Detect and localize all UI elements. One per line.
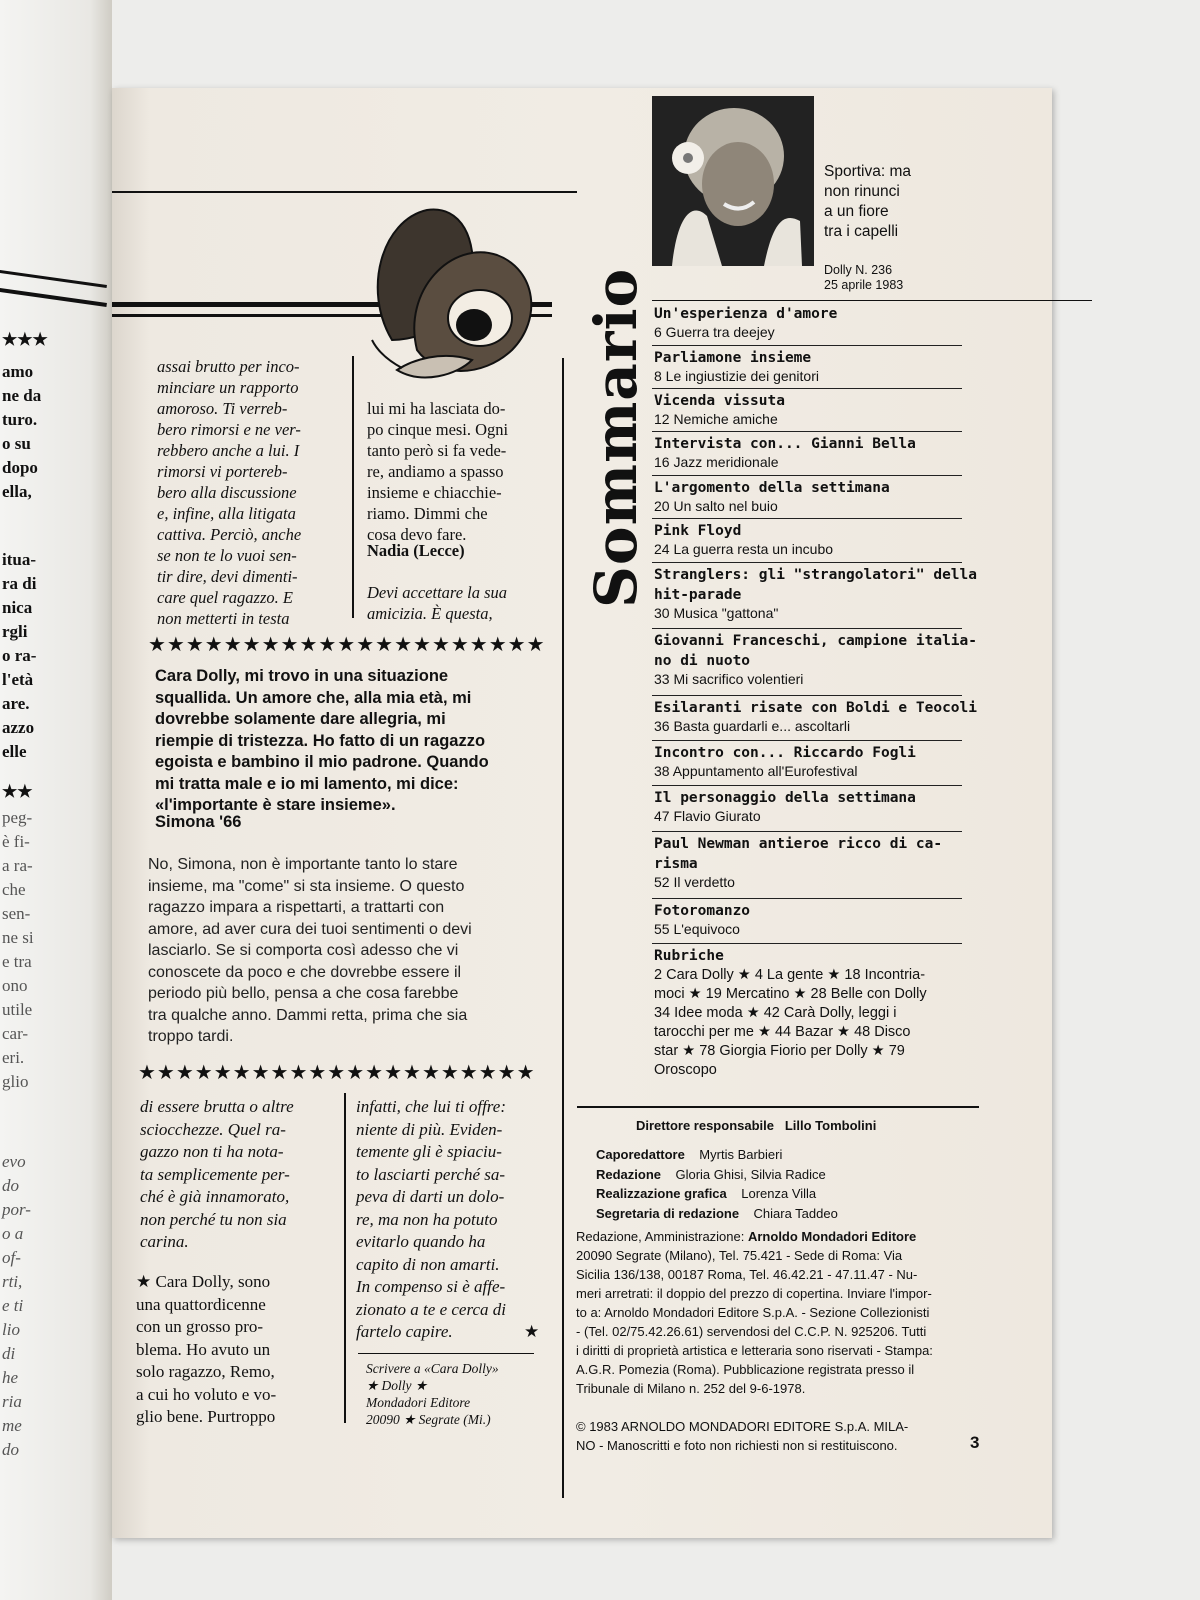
toc-rule [652,943,962,944]
left-page-fragment: he [2,1368,19,1387]
imprint-line: Sicilia 136/138, 00187 Roma, Tel. 46.42.21 - 47.11.47 - Nu- [576,1267,918,1282]
toc-entry[interactable] [654,565,1094,622]
bottom-column-1-reply-line: di essere brutta o altre [140,1097,294,1116]
left-page-fragment: glio [2,1072,29,1091]
column-2-line: riamo. Dimmi che [367,504,488,523]
role-value: Lorenza Villa [726,1186,817,1201]
answer-line: troppo tardi. [148,1028,234,1045]
toc-entry-subtitle: 24 La guerra resta un incubo [654,541,834,557]
toc-entry[interactable] [654,834,1094,891]
column-1-line: assai brutto per inco- [157,357,300,376]
bottom-column-2-line: evitarlo quando ha [356,1232,486,1251]
toc-entry-title: Vicenda vissuta [654,393,785,409]
butterfly-antenna [372,340,402,368]
letter-line: egoista e bambino il mio padrone. Quando [155,753,489,771]
answer-text [148,854,558,1048]
answer-line: conoscete da poco e che dovrebbe essere il [148,963,462,981]
left-page-fragment: of- [2,1248,21,1267]
left-page-fragment: peg- [2,808,33,827]
left-page-fragment: utile [2,1000,33,1019]
sommario-title: Sommario [582,267,650,608]
left-page-fragment: ella, [2,482,32,501]
left-page-fragment: azzo [2,718,35,737]
toc-entry-title: Intervista con... Gianni Bella [654,436,916,452]
toc-entry-subtitle: 6 Guerra tra deejey [654,324,775,340]
editorial-role [596,1184,816,1203]
bottom-column-2-line: peva di darti un dolo- [356,1187,505,1206]
toc-entry-subtitle: 20 Un salto nel buio [654,498,778,514]
bottom-column-1-reply-line: gazzo non ti ha nota- [140,1142,284,1161]
bottom-column-1-reply-line: non perché tu non sia [140,1209,287,1229]
toc-entry-subtitle: 2 Cara Dolly ★ 4 La gente ★ 18 Incontria- [654,967,926,983]
bottom-column-2-line: infatti, che lui ti offre: [356,1097,506,1116]
end-star: ★ [524,1322,540,1341]
toc-entry-subtitle: 30 Musica "gattona" [654,605,779,621]
cover-caption [824,162,911,242]
toc-entry[interactable] [654,631,1094,688]
column-rule [344,1093,346,1423]
left-page-fragment: o a [2,1224,24,1243]
column-1-line: rebbero anche a lui. I [157,441,300,460]
butterfly-body [397,356,472,378]
cover-rule [652,300,1092,301]
address-rule [358,1353,534,1354]
left-page-fragment: eri. [2,1048,25,1067]
toc-entry[interactable] [654,698,1094,735]
letter-line: «l'importante è stare insieme». [155,796,396,814]
toc-entry-title: risma [654,856,698,872]
toc-entry[interactable] [654,946,1094,1080]
column-2-line: tanto però si fa vede- [367,441,507,460]
bottom-column-2-line: fartelo capire. [356,1322,453,1341]
bottom-column-1-reply [140,1096,340,1254]
page-number: 3 [970,1433,980,1452]
left-page-fragment: turo. [2,410,38,429]
answer-line: periodo più bello, pensa a che cosa farebbe [148,985,459,1002]
address-line: 20090 ★ Segrate (Mi.) [366,1412,491,1427]
toc-entry-title: Rubriche [654,948,724,964]
bottom-column-1-letter-line: blema. Ho avuto un [136,1339,271,1359]
letter-line: Cara Dolly, mi trovo in una situazione [155,667,449,685]
toc-rule [652,831,962,832]
left-page-fragment: amo [2,362,34,381]
imprint-line: - (Tel. 02/75.42.26.61) servendosi del C.C.P. N. 925206. Tutti [576,1324,927,1339]
toc-entry-title: Stranglers: gli "strangolatori" della [654,567,978,583]
address-line: Scrivere a «Cara Dolly» [366,1361,499,1376]
left-page-fragment: por- [2,1200,31,1219]
left-page-fragment: l'età [2,670,34,689]
column-1-line: bero alla discussione [157,483,297,502]
toc-entry[interactable] [654,478,1094,515]
cover-caption-line: a un fiore [824,203,889,220]
toc-entry-title: Un'esperienza d'amore [654,306,838,322]
role-value: Myrtis Barbieri [684,1147,783,1162]
bottom-column-1-letter [136,1271,336,1429]
toc-entry-subtitle: 33 Mi sacrifico volentieri [654,671,804,687]
letter-line: riempie di tristezza. Ho fatto di un ragazzo [155,731,486,750]
left-page-fragment: o ra- [2,646,37,665]
toc-entry-subtitle: 47 Flavio Giurato [654,808,761,824]
cover-photo-face [702,142,774,226]
column-2-line: re, andiamo a spasso [367,462,504,481]
star-divider: ★★★★★★★★★★★★★★★★★★★★★ [148,634,546,656]
answer-line: insieme, ma "come" si sta insieme. O questo [148,877,465,895]
column-1-line: cattiva. Perciò, anche [157,525,302,544]
cover-photo [652,96,814,266]
letter-line: dovrebbe solamente dare allegria, mi [155,710,446,728]
answer-line: No, Simona, non è importante tanto lo stare [148,856,458,873]
toc-entry-title: Esilaranti risate con Boldi e Teocoli [654,700,978,716]
toc-entry-subtitle: 8 Le ingiustizie dei genitori [654,368,819,384]
column-1-line: rimorsi vi portereb- [157,462,288,481]
left-page-fragment: ★★★ [2,330,48,349]
left-page-rule [0,270,107,288]
column-1-text [157,356,347,629]
left-page-fragment: ne da [2,386,42,405]
left-page-fragment: a ra- [2,856,33,875]
answer-line: tra qualche anno. Dammi retta, prima che sia [148,1006,468,1024]
answer-line: ragazzo impara a rispettarti, a trattarti con [148,899,445,916]
left-page-fragment: o su [2,434,31,453]
column-1-line: amoroso. Ti verreb- [157,399,288,418]
left-page-fragment: evo [2,1152,26,1171]
column-2-line: cosa devo fare. [367,525,467,544]
cover-date: 25 aprile 1983 [824,278,904,292]
left-page-fragment: di [2,1344,16,1363]
credits-rule [577,1106,979,1108]
bottom-column-2-line: niente di più. Eviden- [356,1119,503,1139]
toc-entry-subtitle: star ★ 78 Giorgia Fiorio per Dolly ★ 79 [654,1043,905,1059]
toc-entry-title: Il personaggio della settimana [654,790,916,806]
bottom-column-1-letter-line: a cui ho voluto e vo- [136,1384,277,1404]
toc-entry-title: hit-parade [654,587,742,603]
sommario-divider [562,358,564,1498]
header-rule-top [112,191,577,193]
toc-rule [652,695,962,696]
left-page-fragment: rgli [2,622,28,641]
bottom-column-1-reply-line: ché è già innamorato, [140,1187,290,1206]
bottom-column-2-line: In compenso si è affe- [356,1277,506,1296]
toc-entry-title: Pink Floyd [654,523,742,539]
bottom-column-2-line: zionato a te e cerca di [356,1299,506,1319]
left-page-fragment: do [2,1440,19,1459]
toc-rule [652,518,962,519]
toc-entry[interactable] [654,521,1094,558]
toc-entry[interactable] [654,304,1094,341]
toc-entry-subtitle: 16 Jazz meridionale [654,454,779,470]
toc-entry-subtitle: 55 L'equivoco [654,921,740,937]
column-1-line: bero rimorsi e ne ver- [157,420,301,439]
left-page-fragment: car- [2,1024,29,1043]
column-1-line: se non te lo vuoi sen- [157,546,297,565]
left-page-fragment: nica [2,598,33,617]
left-page-fragment: rti, [2,1272,23,1291]
toc-entry-title: Fotoromanzo [654,903,751,919]
editorial-role [596,1204,838,1223]
left-page-fragment: itua- [2,550,36,569]
imprint-line: to a: Arnoldo Mondadori Editore S.p.A. - Sezione Collezionisti [576,1305,930,1320]
left-page-fragment: do [2,1176,19,1195]
left-page-fragment: elle [2,742,27,761]
editorial-role [596,1165,826,1184]
imprint-line: 20090 Segrate (Milano), Tel. 75.421 - Sede di Roma: Via [576,1248,903,1263]
toc-entry[interactable] [654,391,1094,428]
toc-entry[interactable] [654,348,1094,385]
publisher-prefix: Redazione, Amministrazione: [576,1229,745,1244]
toc-rule [652,475,962,476]
bottom-column-2-line: capito di non amarti. [356,1254,500,1274]
letter-simona [155,666,555,817]
answer-line: amore, ad aver cura dei tuoi sentimenti o devi [148,920,472,938]
left-page-rule [0,288,107,307]
copyright-line: NO - Manoscritti e foto non richiesti non si restituiscono. [576,1438,898,1453]
answer-line: lasciarlo. Se si comporta così adesso che vi [148,942,459,959]
column-1-line: minciare un rapporto [157,378,299,397]
left-facing-page [0,0,112,1600]
letter-line: squallida. Un amore che, alla mia età, mi [155,688,472,707]
bottom-column-1-letter-line: una quattordicenne [136,1294,266,1314]
column-2-text [367,398,547,545]
column-1-line: non metterti in testa [157,609,290,628]
director-label: Direttore responsabile [636,1118,774,1133]
left-page-fragment: are. [2,694,30,713]
column-2-reply-line: amicizia. È questa, [367,604,493,623]
toc-entry-subtitle: 52 Il verdetto [654,874,735,890]
letter-line: mi tratta male e io mi lamento, mi dice: [155,774,459,793]
director-line [636,1116,876,1135]
star-divider: ★★★★★★★★★★★★★★★★★★★★★ [138,1062,536,1084]
magazine-page [112,88,1052,1538]
toc-entry-title: Parliamone insieme [654,350,812,366]
letter-signature: Simona '66 [155,813,242,831]
toc-entry-subtitle: moci ★ 19 Mercatino ★ 28 Belle con Dolly [654,986,927,1002]
left-page-fragment: dopo [2,458,38,477]
column-rule [352,356,354,618]
column-2-line: insieme e chiacchie- [367,483,502,502]
toc-entry[interactable] [654,434,1094,471]
cover-caption-line: tra i capelli [824,223,899,240]
publisher-name: Arnoldo Mondadori Editore [747,1229,917,1244]
left-page-fragment: ra di [2,574,37,593]
butterfly-illustration [362,200,552,400]
bottom-column-1-letter-line: solo ragazzo, Remo, [136,1362,275,1381]
toc-entry-title: no di nuoto [654,653,751,669]
column-1-line: tir dire, devi dimenti- [157,567,298,586]
cover-caption-line: non rinunci [824,183,900,200]
role-label: Redazione [596,1166,662,1182]
column-1-line: e, infine, alla litigata [157,504,296,523]
toc-rule [652,898,962,899]
left-page-fragment: e tra [2,952,32,971]
copyright-line: © 1983 ARNOLDO MONDADORI EDITORE S.p.A. MILA- [576,1419,909,1434]
imprint-line: Tribunale di Milano n. 252 del 9-6-1978. [576,1381,806,1396]
column-2-line: lui mi ha lasciata do- [367,399,506,418]
bottom-column-1-letter-line: ★ Cara Dolly, sono [136,1272,271,1291]
cover-photo-flower [683,153,693,163]
director-name: Lillo Tombolini [784,1118,877,1133]
role-label: Segretaria di redazione [596,1205,740,1221]
editorial-role [596,1145,782,1164]
bottom-column-1-letter-line: glio bene. Purtroppo [136,1407,276,1426]
column-2-reply-line: Devi accettare la sua [367,583,508,602]
toc-entry-subtitle: Oroscopo [654,1062,717,1078]
toc-entry-subtitle: tarocchi per me ★ 44 Bazar ★ 48 Disco [654,1024,911,1040]
toc-entry-subtitle: 34 Idee moda ★ 42 Carà Dolly, leggi i [654,1005,897,1021]
butterfly-eyespot [456,309,492,341]
role-value: Chiara Taddeo [739,1205,838,1221]
left-page-fragment: che [2,880,26,899]
toc-entry-subtitle: 36 Basta guardarli e... ascoltarli [654,718,851,734]
imprint-line: A.G.R. Pomezia (Roma). Pubblicazione registrata presso il [576,1362,915,1377]
toc-entry[interactable] [654,788,1094,825]
bottom-column-1-reply-line: carina. [140,1232,189,1251]
column-2-line: po cinque mesi. Ogni [367,420,509,439]
left-page-fragment: è fi- [2,832,30,851]
left-page-fragment: e ti [2,1296,24,1315]
toc-entry-subtitle: 12 Nemiche amiche [654,411,778,427]
toc-entry-title: Giovanni Franceschi, campione italia- [654,633,978,649]
address-line: Mondadori Editore [366,1395,471,1410]
left-page-fragment: sen- [2,904,31,923]
toc-entry-title: L'argomento della settimana [654,480,890,496]
toc-entry[interactable] [654,901,1094,938]
bottom-column-2-text [356,1096,546,1344]
toc-entry-subtitle: 38 Appuntamento all'Eurofestival [654,763,858,779]
bottom-column-2-line: temente gli è spiaciu- [356,1142,502,1161]
bottom-column-1-reply-line: sciocchezze. Quel ra- [140,1119,286,1139]
left-page-fragment: me [2,1416,22,1435]
letters-address [366,1360,546,1428]
toc-rule [652,388,962,389]
toc-rule [652,562,962,563]
left-page-fragment: ria [2,1392,22,1411]
toc-rule [652,345,962,346]
publisher-line [576,1227,916,1246]
toc-rule [652,431,962,432]
role-label: Realizzazione grafica [596,1186,727,1201]
toc-rule [652,785,962,786]
column-1-line: care quel ragazzo. E [157,588,293,607]
cover-issue: Dolly N. 236 [824,263,893,277]
bottom-column-2-line: re, ma non ha potuto [356,1209,498,1229]
left-page-fragment: lio [2,1320,20,1339]
toc-entry-title: Incontro con... Riccardo Fogli [654,745,916,761]
column-2-reply [367,582,547,624]
bottom-column-2-line: to lasciarti perché sa- [356,1164,506,1184]
imprint-line: i diritti di proprietà artistica e letteraria sono riservati - Stampa: [576,1343,933,1358]
toc-entry[interactable] [654,743,1094,780]
bottom-column-1-letter-line: con un grosso pro- [136,1317,264,1336]
cover-caption-line: Sportiva: ma [824,163,912,180]
toc-entry-title: Paul Newman antieroe ricco di ca- [654,836,943,852]
address-line: ★ Dolly ★ [366,1378,427,1393]
left-page-fragment: ★★ [2,782,33,801]
bottom-column-1-reply-line: ta semplicemente per- [140,1164,290,1184]
left-page-fragment: ne si [2,928,34,947]
column-2-signature: Nadia (Lecce) [367,541,465,560]
left-page-fragment: ono [2,976,28,995]
toc-rule [652,740,962,741]
toc-rule [652,628,962,629]
role-value: Gloria Ghisi, Silvia Radice [661,1166,826,1182]
imprint-line: meri arretrati: il doppio del prezzo di copertina. Inviare l'impor- [576,1286,932,1301]
role-label: Caporedattore [596,1147,685,1162]
